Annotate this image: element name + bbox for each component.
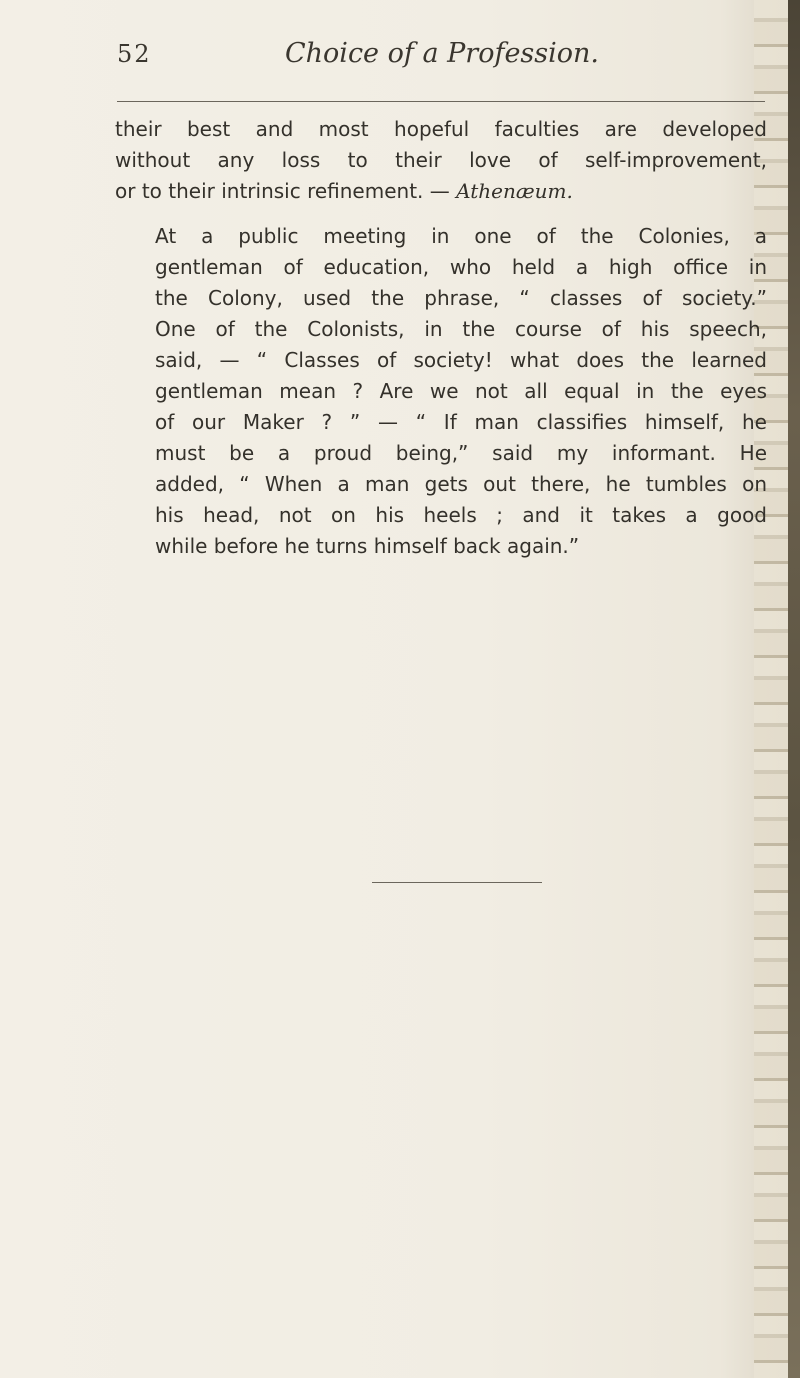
text-line: At a public meeting in one of the Colonies, a [155, 224, 767, 248]
text-line: without any loss to their love of self-improvement, [115, 148, 767, 172]
paragraph-1 [115, 114, 767, 207]
source-citation: Athenæum. [456, 179, 573, 203]
text-line: gentleman mean ? Are we not all equal in the eyes [155, 379, 767, 403]
paragraph-2 [115, 221, 767, 562]
text-line: added, “ When a man gets out there, he tumbles on [155, 472, 767, 496]
text-line: of our Maker ? ” — “ If man classifies himself, he [155, 410, 767, 434]
text-line: One of the Colonists, in the course of his speech, [155, 317, 767, 341]
section-end-rule [372, 882, 542, 883]
text-line: his head, not on his heels ; and it takes a good [155, 503, 767, 527]
body-text [115, 114, 767, 562]
text-line: the Colony, used the phrase, “ classes of society.” [155, 286, 767, 310]
text-line: must be a proud being,” said my informant. He [155, 441, 767, 465]
text-line: their best and most hopeful faculties are developed [115, 117, 767, 141]
page-header [117, 38, 757, 88]
text-line: gentleman of education, who held a high office in [155, 255, 767, 279]
text-line-content: or to their intrinsic refinement. — [115, 179, 457, 203]
running-title: Choice of a Profession. [285, 38, 600, 69]
page-number: 52 [117, 40, 152, 68]
text-line: while before he turns himself back again.” [155, 534, 580, 558]
text-line [115, 176, 767, 207]
text-line: said, — “ Classes of society! what does the learned [155, 348, 767, 372]
page-edge-shadow [788, 0, 800, 1378]
header-rule [117, 101, 765, 102]
